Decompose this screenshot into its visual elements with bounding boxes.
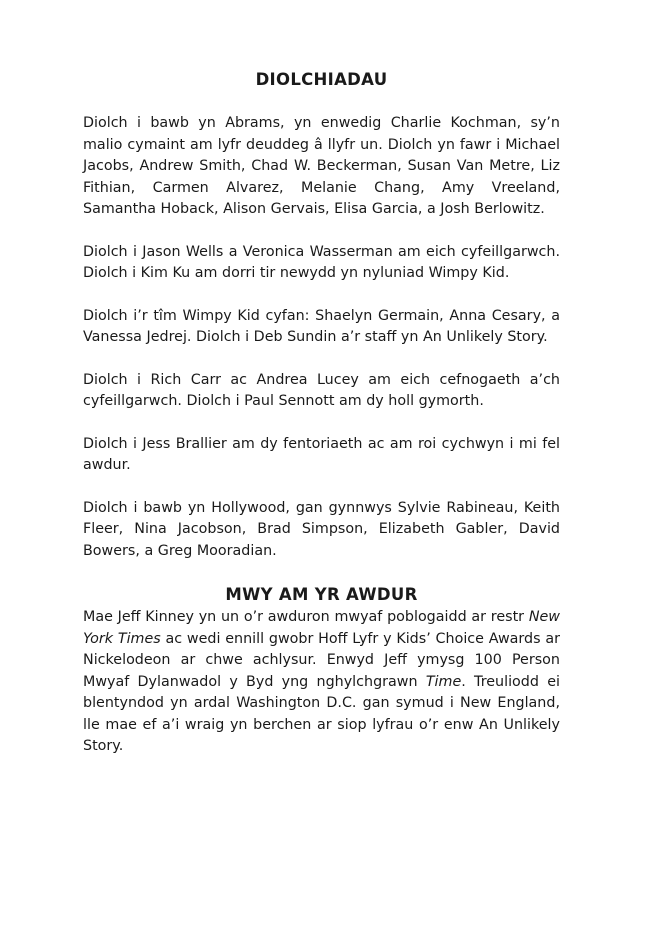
about-author-paragraph xyxy=(83,607,560,758)
about-text-part-2: ac wedi ennill gwobr Hoff Lyfr y Kids’ Choice Awards ar Nickelodeon ar chwe achlysur. Enwyd Jeff ymysg 100 Person Mwyaf Dylanwadol y Byd yng nghylchgrawn xyxy=(83,630,560,690)
about-author-heading: MWY AM YR AWDUR xyxy=(225,585,418,604)
acknowledgements-paragraph-5: Diolch i Jess Brallier am dy fentoriaeth ac am roi cychwyn i mi fel awdur. xyxy=(83,435,560,473)
about-text-part-1: Mae Jeff Kinney yn un o’r awduron mwyaf poblogaidd ar restr xyxy=(83,609,529,625)
acknowledgements-heading: DIOLCHIADAU xyxy=(255,70,388,89)
acknowledgements-paragraph-3: Diolch i’r tîm Wimpy Kid cyfan: Shaelyn Germain, Anna Cesary, a Vanessa Jedrej. Diolch i Deb Sundin a’r staff yn An Unlikely Story. xyxy=(83,307,560,345)
about-italic-newspaper: New York Times xyxy=(83,609,560,647)
book-page xyxy=(83,68,560,758)
acknowledgements-paragraph-4: Diolch i Rich Carr ac Andrea Lucey am eich cefnogaeth a’ch cyfeillgarwch. Diolch i Paul Sennott am dy holl gymorth. xyxy=(83,371,560,409)
acknowledgements-paragraph-2: Diolch i Jason Wells a Veronica Wasserman am eich cyfeillgarwch. Diolch i Kim Ku am dorri tir newydd yn nyluniad Wimpy Kid. xyxy=(83,243,560,281)
acknowledgements-paragraph-6: Diolch i bawb yn Hollywood, gan gynnwys Sylvie Rabineau, Keith Fleer, Nina Jacobson, Brad Simpson, Elizabeth Gabler, David Bowers, a Greg Mooradian. xyxy=(83,499,560,559)
about-italic-magazine: Time xyxy=(425,673,462,690)
about-text-part-3: . Treuliodd ei blentyndod yn ardal Washington D.C. gan symud i New England, lle mae ef a’i wraig yn berchen ar siop lyfrau o’r enw An Unlikely Story. xyxy=(83,673,560,754)
acknowledgements-paragraph-1: Diolch i bawb yn Abrams, yn enwedig Charlie Kochman, sy’n malio cymaint am lyfr deuddeg â llyfr un. Diolch yn fawr i Michael Jacobs, Andrew Smith, Chad W. Beckerman, Susan Van Metre, Liz Fithian, Carmen Alvarez, Melanie Chang, Amy Vreeland, Samantha Hoback, Alison Gervais, Elisa Garcia, a Josh Berlowitz. xyxy=(83,115,560,217)
